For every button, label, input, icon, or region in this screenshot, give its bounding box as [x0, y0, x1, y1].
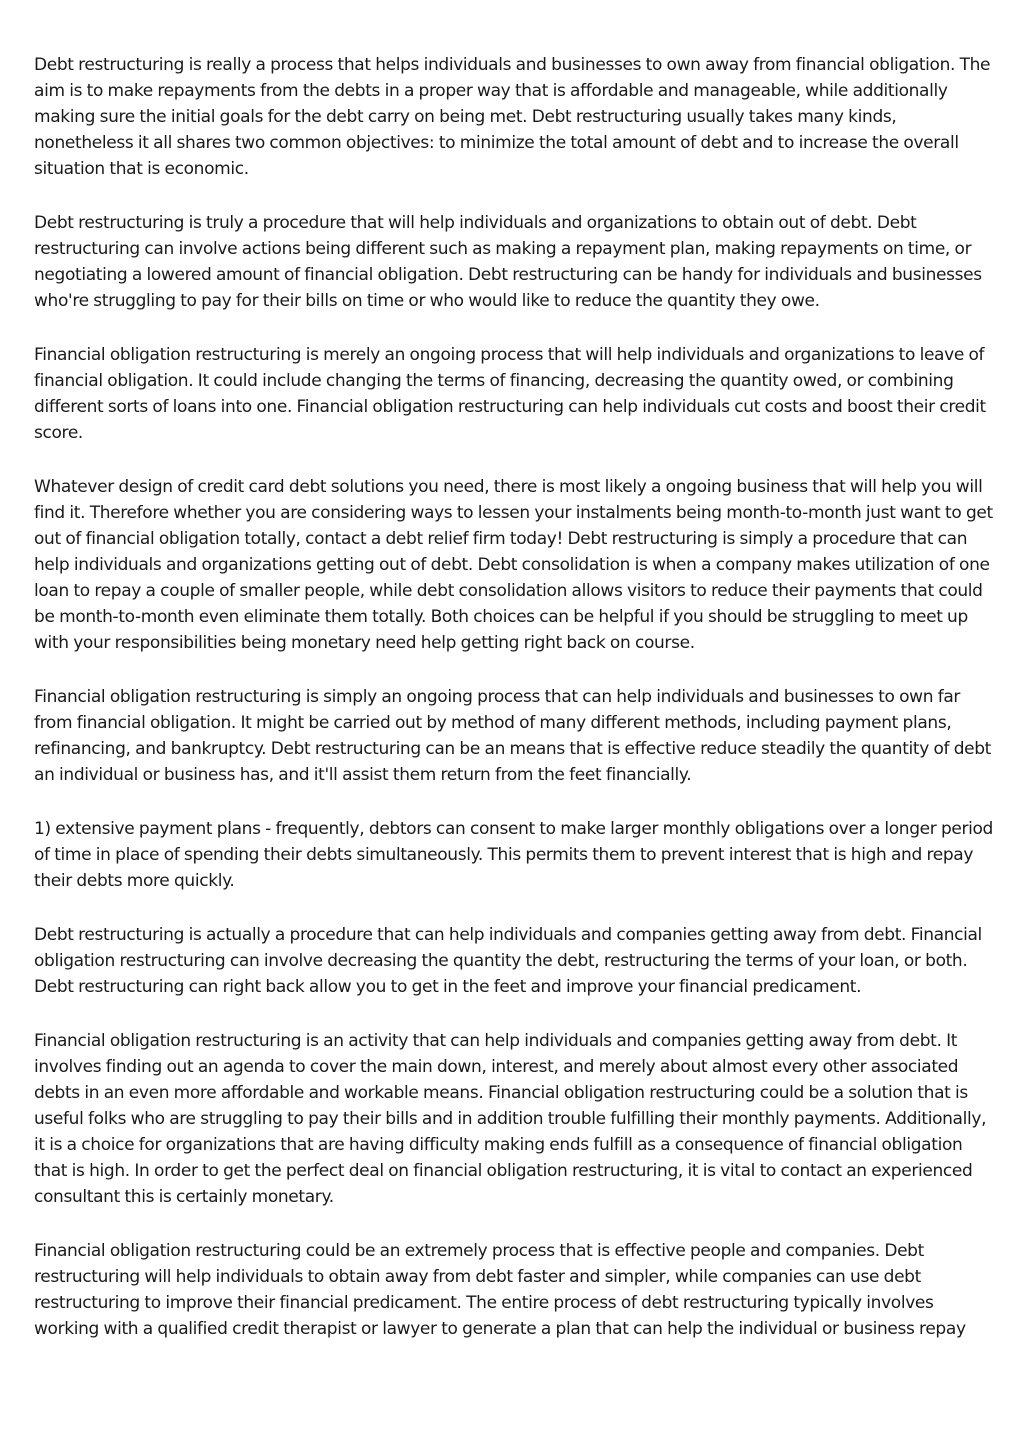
paragraph-3: Financial obligation restructuring is merely an ongoing process that will help individuals and organizations to leave of financial obligation. It could include changing the terms of financing, decreasing the quantity owed, or combining different sorts of loans into one. Financial obligation restructuring can help individuals cut costs and boost their credit score.: [34, 345, 986, 443]
paragraph-5: Financial obligation restructuring is simply an ongoing process that can help individuals and businesses to own far from financial obligation. It might be carried out by method of many different methods, including payment plans, refinancing, and bankruptcy. Debt restructuring can be an means that is effective reduce steadily the quantity of debt an individual or business has, and it'll assist them return from the feet financially.: [34, 687, 992, 785]
paragraph-6: 1) extensive payment plans - frequently, debtors can consent to make larger monthly obligations over a longer period of time in place of spending their debts simultaneously. This permits them to prevent interest that is high and repay their debts more quickly.: [34, 819, 993, 891]
document-body: [34, 52, 996, 1342]
paragraph-2: Debt restructuring is truly a procedure that will help individuals and organizations to obtain out of debt. Debt restructuring can involve actions being different such as making a repayment plan, making repayments on time, or negotiating a lowered amount of financial obligation. Debt restructuring can be handy for individuals and businesses who're struggling to pay for their bills on time or who would like to reduce the quantity they owe.: [34, 213, 982, 311]
paragraph-8: Financial obligation restructuring is an activity that can help individuals and companies getting away from debt. It involves finding out an agenda to cover the main down, interest, and merely about almost every other associated debts in an even more affordable and workable means. Financial obligation restructuring could be a solution that is useful folks who are struggling to pay their bills and in addition trouble fulfilling their monthly payments. Additionally, it is a choice for organizations that are having difficulty making ends fulfill as a consequence of financial obligation that is high. In order to get the perfect deal on financial obligation restructuring, it is vital to contact an experienced consultant this is certainly monetary.: [34, 1031, 987, 1207]
paragraph-7: Debt restructuring is actually a procedure that can help individuals and companies getting away from debt. Financial obligation restructuring can involve decreasing the quantity the debt, restructuring the terms of your loan, or both. Debt restructuring can right back allow you to get in the feet and improve your financial predicament.: [34, 925, 982, 997]
paragraph-9: Financial obligation restructuring could be an extremely process that is effective people and companies. Debt restructuring will help individuals to obtain away from debt faster and simpler, while companies can use debt restructuring to improve their financial predicament. The entire process of debt restructuring typically involves working with a qualified credit therapist or lawyer to generate a plan that can help the individual or business repay: [34, 1241, 966, 1339]
paragraph-4: Whatever design of credit card debt solutions you need, there is most likely a ongoing business that will help you will find it. Therefore whether you are considering ways to lessen your instalments being month-to-month just want to get out of financial obligation totally, contact a debt relief firm today! Debt restructuring is simply a procedure that can help individuals and organizations getting out of debt. Debt consolidation is when a company makes utilization of one loan to repay a couple of smaller people, while debt consolidation allows visitors to reduce their payments that could be month-to-month even eliminate them totally. Both choices can be helpful if you should be struggling to meet up with your responsibilities being monetary need help getting right back on course.: [34, 477, 993, 653]
paragraph-1: Debt restructuring is really a process that helps individuals and businesses to own away from financial obligation. The aim is to make repayments from the debts in a proper way that is affordable and manageable, while additionally making sure the initial goals for the debt carry on being met. Debt restructuring usually takes many kinds, nonetheless it all shares two common objectives: to minimize the total amount of debt and to increase the overall situation that is economic.: [34, 55, 991, 179]
